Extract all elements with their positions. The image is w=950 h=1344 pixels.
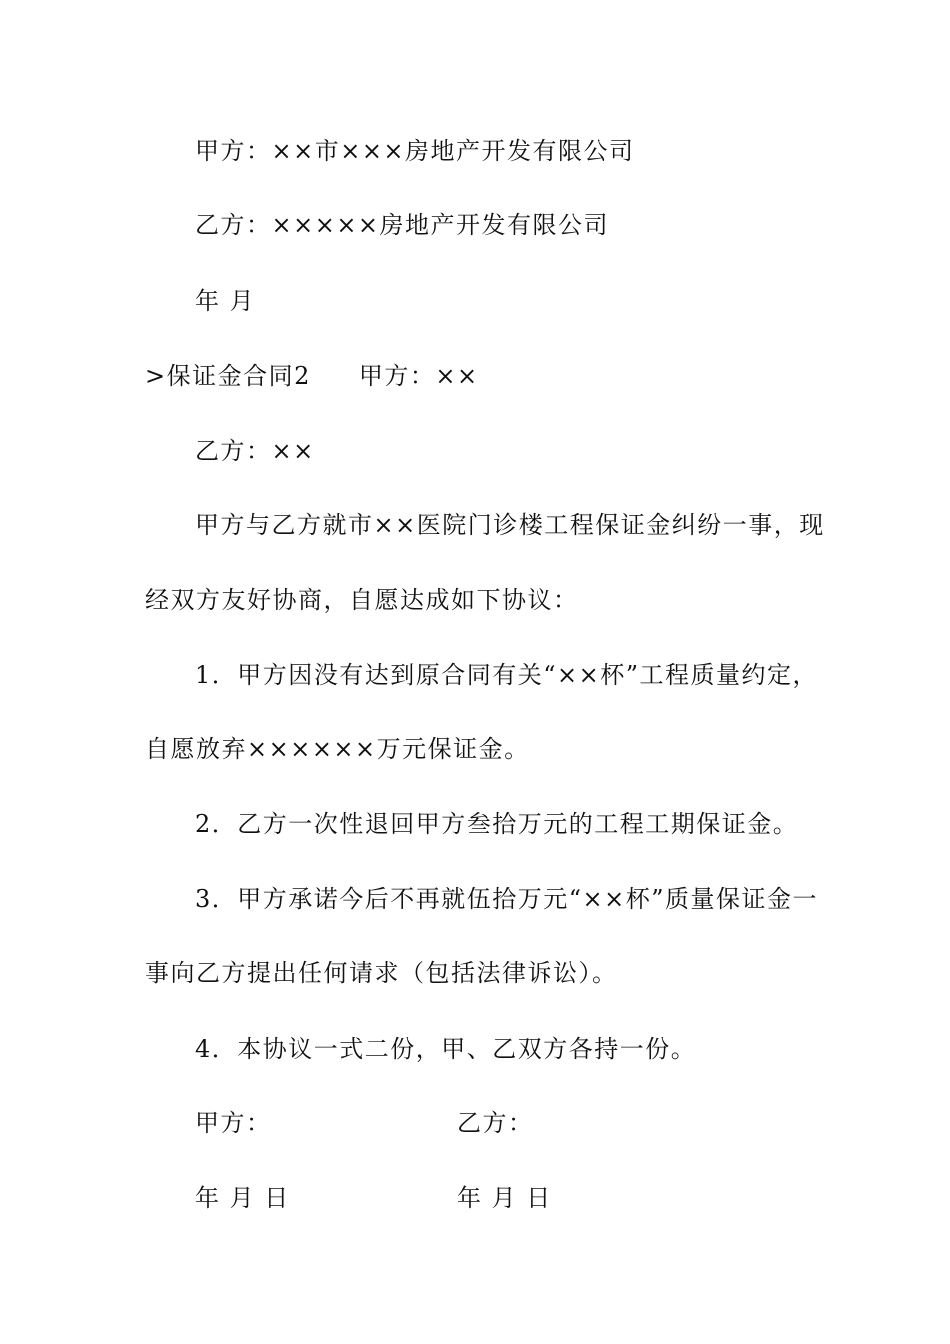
signature-party-a-label: 甲方： <box>195 1109 272 1137</box>
item-3-line-1: 3．甲方承诺今后不再就伍拾万元“××杯”质量保证金一 <box>195 885 819 913</box>
signature-party-b-label: 乙方： <box>457 1109 534 1137</box>
item-3-line-2: 事向乙方提出任何请求（包括法律诉讼）。 <box>145 959 618 987</box>
intro-paragraph-line-1: 甲方与乙方就市××医院门诊楼工程保证金纠纷一事，现 <box>195 511 825 539</box>
date-year-month: 年 月 <box>195 287 256 315</box>
contract-party-b: 乙方：×× <box>195 437 315 465</box>
contract-party-a: 甲方：×× <box>358 362 479 390</box>
signature-party-b-date: 年 月 日 <box>457 1184 552 1212</box>
item-1-line-1: 1．甲方因没有达到原合同有关“××杯”工程质量约定， <box>195 661 819 689</box>
signature-party-a-date: 年 月 日 <box>195 1184 290 1212</box>
party-a-company: 甲方：××市×××房地产开发有限公司 <box>195 137 635 165</box>
intro-paragraph-line-2: 经双方友好协商，自愿达成如下协议： <box>145 586 579 614</box>
item-2: 2．乙方一次性退回甲方叁拾万元的工程工期保证金。 <box>195 810 799 838</box>
contract-heading-row <box>145 361 479 391</box>
item-1-line-2: 自愿放弃××××××万元保证金。 <box>145 735 530 763</box>
contract-title: >保证金合同2 <box>145 362 311 390</box>
item-4: 4．本协议一式二份，甲、乙双方各持一份。 <box>195 1035 697 1063</box>
party-b-company: 乙方：×××××房地产开发有限公司 <box>195 211 610 239</box>
